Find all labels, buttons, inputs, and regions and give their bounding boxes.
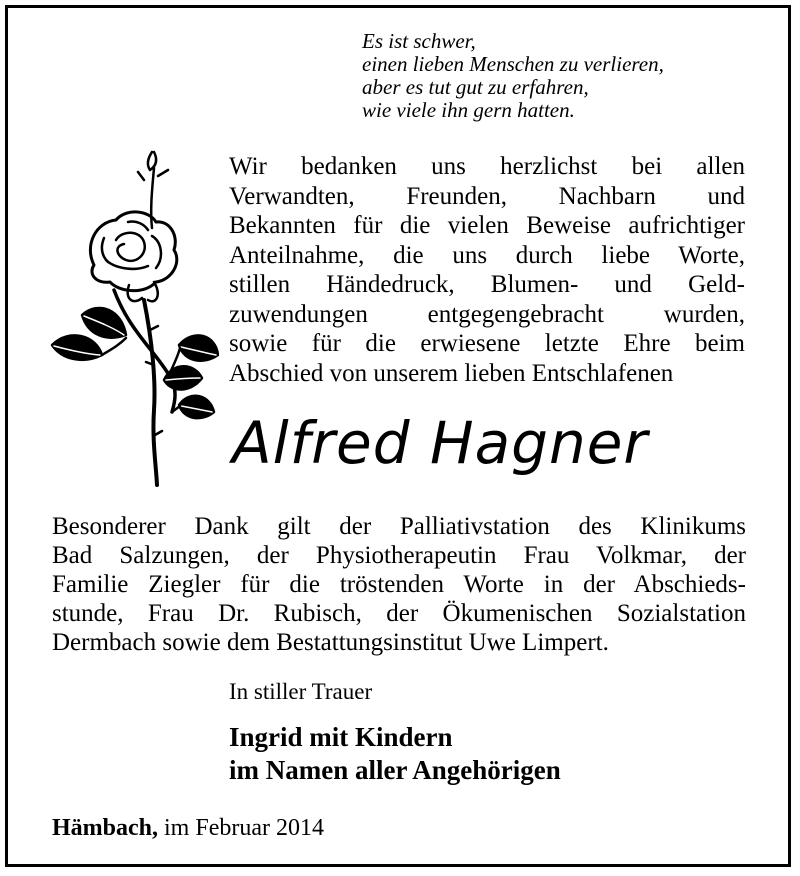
rose-icon xyxy=(44,150,219,490)
special-thanks-line: Dermbach sowie dem Bestattungsinstitut Uwe Limpert. xyxy=(52,629,609,656)
thanks-line: Abschied von unserem lieben Entschlafenen xyxy=(229,359,674,387)
place-date xyxy=(52,815,324,842)
mourning-label: In stiller Trauer xyxy=(229,679,373,704)
special-thanks-line: stunde, Frau Dr. Rubisch, der Ökumenischen Sozialstation xyxy=(52,600,746,627)
quote-verse xyxy=(362,30,692,122)
place-date-text: im Februar 2014 xyxy=(164,815,324,841)
quote-line: einen lieben Menschen zu verlieren, xyxy=(362,52,664,76)
thanks-line: stillen Händedruck, Blumen- und Geld- xyxy=(229,271,745,298)
thanks-line: sowie für die erwiesene letzte Ehre beim xyxy=(229,330,745,357)
quote-line: aber es tut gut zu erfahren, xyxy=(362,75,589,99)
thanks-line: Bekannten für die vielen Beweise aufrichtiger xyxy=(229,212,745,239)
signer-line: im Namen aller Angehörigen xyxy=(229,755,561,785)
signer-line: Ingrid mit Kindern xyxy=(229,722,453,752)
thanks-line: Verwandten, Freunden, Nachbarn und xyxy=(229,182,745,210)
thanks-text xyxy=(229,152,745,388)
special-thanks-line: Bad Salzungen, der Physiotherapeutin Frau Volkmar, der xyxy=(52,542,746,569)
special-thanks-text xyxy=(52,512,746,657)
signers xyxy=(229,721,561,787)
thanks-line: zuwendungen entgegengebracht wurden, xyxy=(229,300,745,328)
special-thanks-line: Familie Ziegler für die tröstenden Worte in der Abschieds- xyxy=(52,571,746,598)
quote-line: Es ist schwer, xyxy=(362,29,476,53)
quote-line: wie viele ihn gern hatten. xyxy=(362,98,575,122)
place-town: Hämbach, xyxy=(52,815,159,841)
special-thanks-line: Besonderer Dank gilt der Palliativstation des Klinikums xyxy=(52,513,746,540)
deceased-name: Alfred Hagner xyxy=(232,409,649,477)
thanks-line: Wir bedanken uns herzlichst bei allen xyxy=(229,153,745,180)
thanks-line: Anteilnahme, die uns durch liebe Worte, xyxy=(229,241,745,269)
